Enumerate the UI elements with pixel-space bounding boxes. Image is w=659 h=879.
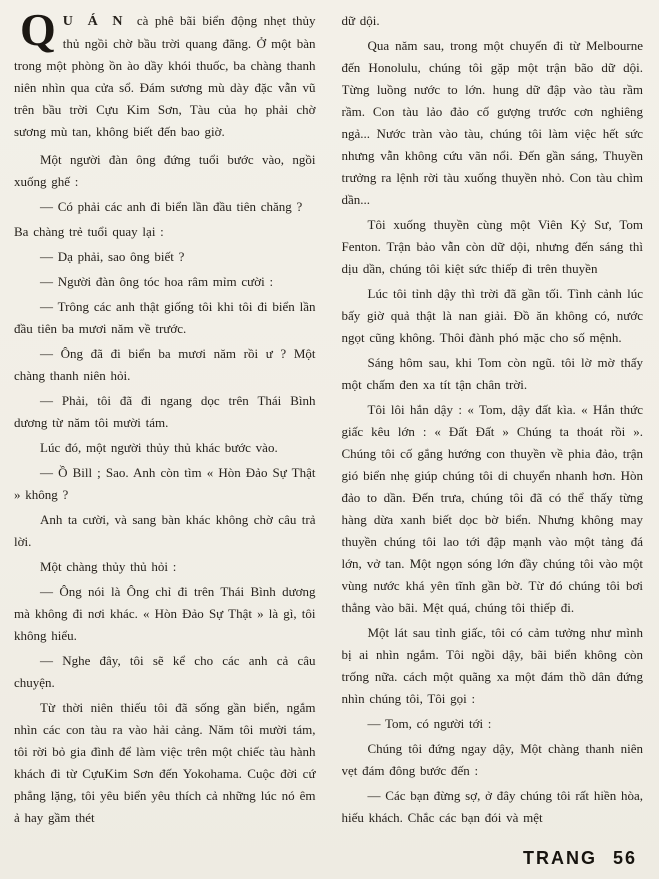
drop-cap: Q xyxy=(20,10,56,55)
paragraph: Lúc đó, một người thủy thủ khác bước vào. xyxy=(40,440,278,455)
paragraph: — Có phải các anh đi biển lần đầu tiên chăng ? xyxy=(40,199,303,214)
footer-label: TRANG xyxy=(522,848,597,868)
lead-caps: U Á N xyxy=(62,14,127,29)
paragraph: Tôi xuống thuyền cùng một Viên Kỷ Sư, Tom Fenton. Trận bảo vẫn còn dữ dội, nhưng đến sáng thì dịu dần, chúng tôi kiệt sức thiếp đi trên thuyền xyxy=(341,217,643,276)
paragraph: Một chàng thủy thủ hỏi : xyxy=(40,559,177,574)
paragraph: — Nghe đây, tôi sẽ kể cho các anh cả câu chuyện. xyxy=(14,653,316,690)
paragraph: Một lát sau tỉnh giấc, tôi có cảm tưởng như mình bị ai nhìn ngắm. Tôi ngồi dậy, bãi biển không còn trống nữa. cách một quãng xa một đám thồ dân đứng nhìn chúng tôi, Tôi gọi : xyxy=(341,625,643,706)
paragraph: — Dạ phải, sao ông biết ? xyxy=(40,249,185,264)
paragraph: — Ông đã đi biển ba mươi năm rồi ư ? Một chàng thanh niên hỏi. xyxy=(14,346,316,383)
lead-paragraph xyxy=(14,10,316,143)
footer-page-number: 56 xyxy=(612,848,637,868)
right-column xyxy=(342,10,644,853)
paragraph: Từ thời niên thiếu tôi đã sống gần biển, ngắm nhìn các con tàu ra vào hải cảng. Năm tôi mười tám, tôi rời bỏ gia đình để làm việc trên một chiếc tàu hành khách đi từ CựuKim Sơn đến Yokohama. Cuộc đời cứ phẳng lặng, tôi yêu biển yêu thích cả những lúc nó êm ả hay gầm thét xyxy=(14,700,316,825)
paragraph: Một người đàn ông đứng tuổi bước vào, ngồi xuống ghế : xyxy=(14,152,316,189)
paragraph: — Trông các anh thật giống tôi khi tôi đi biển lần đầu tiên ba mươi năm về trước. xyxy=(14,299,316,336)
paragraph: Chúng tôi đứng ngay dậy, Một chàng thanh niên vẹt đám đông bước đến : xyxy=(341,741,643,778)
paragraph: Lúc tôi tỉnh dậy thì trời đã gần tối. Tình cảnh lúc bấy giờ quả thật là nan giải. Đồ ăn không có, nước ngọt cũng không. Thôi đành phó mặc cho số mệnh. xyxy=(341,286,643,345)
paragraph: — Ông nói là Ông chỉ đi trên Thái Bình dương mà không đi nơi khác. « Hòn Đảo Sự Thật » là gì, tôi không hiểu. xyxy=(14,584,316,643)
lead-text: cà phê bãi biển động nhẹt thủy thủ ngồi chờ bầu trời quang đãng. Ở một bàn trong một phòng ồn ào dầy khói thuốc, ba chàng thanh niên nhìn qua cửa sổ. Đám sương mù dày đặc vẫn vũ trên bầu trời Cựu Kim Sơn, Tàu của họ phải chờ sương mù tan, không biết đến bao giờ. xyxy=(14,13,316,139)
left-column xyxy=(14,10,316,853)
paragraph: — Các bạn đừng sợ, ở đây chúng tôi rất hiền hòa, hiếu khách. Chắc các bạn đói và mệt xyxy=(341,788,643,825)
paragraph: dữ dội. xyxy=(341,13,380,28)
paragraph: Tôi lôi hắn dậy : « Tom, dậy đất kìa. « Hắn thức giấc kêu lớn : « Đất Đất » Chúng ta thoát rồi ». Chúng tôi cố gắng hướng con thuyền về phia đảo, trận gió biển nhẹ giúp chúng tôi di chuyển nhanh hơn. Hòn đảo to dần. Đến trưa, chúng tôi đã có thể thấy từng hàng dừa xanh biết dọc bờ biển. Nhưng không may thuyền chúng tôi lao tới đập mạnh vào một tảng đá lớn, vở tan. Một ngọn sóng lớn đầy chúng tôi vào một vùng nước khá yên tĩnh gần bờ. Từ đó chúng tôi bơi thẳng vào bãi. Mệt quá, chúng tôi thiếp đi. xyxy=(341,402,643,615)
paragraph: Anh ta cười, và sang bàn khác không chờ câu trả lời. xyxy=(14,512,316,549)
page-footer xyxy=(523,848,637,869)
paragraph: Qua năm sau, trong một chuyến đi từ Melbourne đến Honolulu, chúng tôi gặp một trận bão dữ dội. Từng luồng nước to lớn. hung dữ đập vào tàu rầm rầm. Con tàu lảo đảo cố gượng trước cơn nghiêng ngả... Nước tràn vào tàu, chúng tôi làm việc hết sức nhưng vẫn không cứu vãn nổi. Đến gần sáng, Thuyền trưởng ra lệnh rời tàu xuống thuyền nhỏ. Con tàu chìm dần... xyxy=(341,38,643,207)
paragraph: — Tom, có người tới : xyxy=(367,716,492,731)
paragraph: Ba chàng trẻ tuổi quay lại : xyxy=(14,224,164,239)
paragraph: — Ồ Bill ; Sao. Anh còn tìm « Hòn Đảo Sự Thật » không ? xyxy=(14,465,316,502)
paragraph: — Người đàn ông tóc hoa râm mỉm cười : xyxy=(40,274,274,289)
paragraph: Sáng hôm sau, khi Tom còn ngũ. tôi lờ mờ thấy một chấm đen xa tít tận chân trời. xyxy=(341,355,643,392)
paragraph: — Phải, tôi đã đi ngang dọc trên Thái Bình dương từ năm tôi mười tám. xyxy=(14,393,316,430)
two-column-text xyxy=(14,10,643,853)
